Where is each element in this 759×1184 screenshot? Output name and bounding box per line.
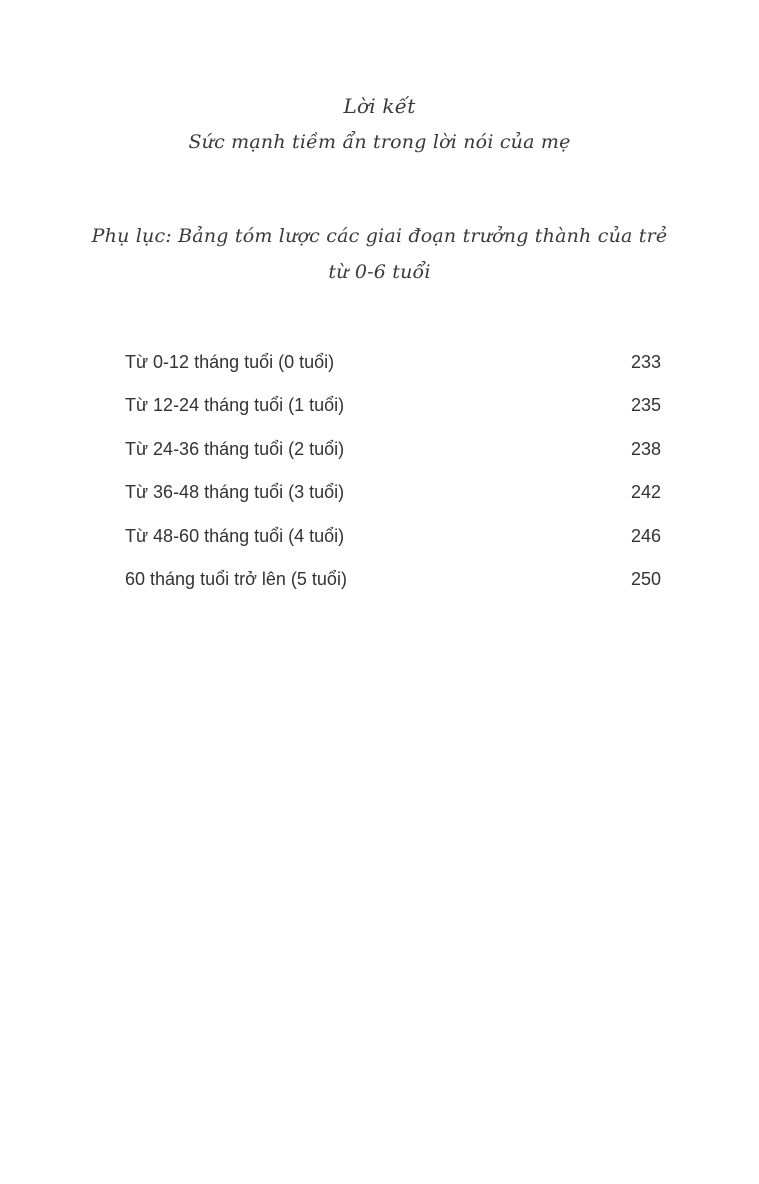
toc-entry-label: Từ 36-48 tháng tuổi (3 tuổi) — [125, 482, 345, 503]
toc-entry[interactable] — [125, 482, 661, 525]
toc-entry-label: Từ 12-24 tháng tuổi (1 tuổi) — [125, 395, 345, 416]
toc-entry-page: 235 — [630, 395, 661, 416]
toc-entry-label: 60 tháng tuổi trở lên (5 tuổi) — [125, 568, 347, 589]
toc-entry[interactable] — [125, 439, 661, 482]
toc-entry-page: 250 — [630, 568, 661, 589]
toc-entry[interactable] — [125, 352, 661, 395]
epilogue-title: Lời kết — [343, 94, 416, 118]
toc-entry[interactable] — [125, 569, 661, 612]
toc-entry-label: Từ 48-60 tháng tuổi (4 tuổi) — [125, 525, 345, 546]
toc-entry-page: 242 — [630, 482, 661, 503]
appendix-title-line1: Phụ lục: Bảng tóm lược các giai đoạn trưởng thành của trẻ — [91, 225, 668, 247]
toc-entry[interactable] — [125, 526, 661, 569]
toc-entry-page: 246 — [630, 525, 661, 546]
toc-entry-label: Từ 0-12 tháng tuổi (0 tuổi) — [125, 352, 335, 372]
toc-entry-page: 238 — [630, 438, 661, 459]
toc-entry-label: Từ 24-36 tháng tuổi (2 tuổi) — [125, 438, 345, 459]
epilogue-subtitle: Sức mạnh tiềm ẩn trong lời nói của mẹ — [188, 131, 571, 153]
appendix-title-line2: từ 0-6 tuổi — [328, 261, 431, 283]
table-of-contents — [125, 352, 661, 612]
toc-entry[interactable] — [125, 395, 661, 438]
toc-entry-page: 233 — [630, 352, 661, 372]
